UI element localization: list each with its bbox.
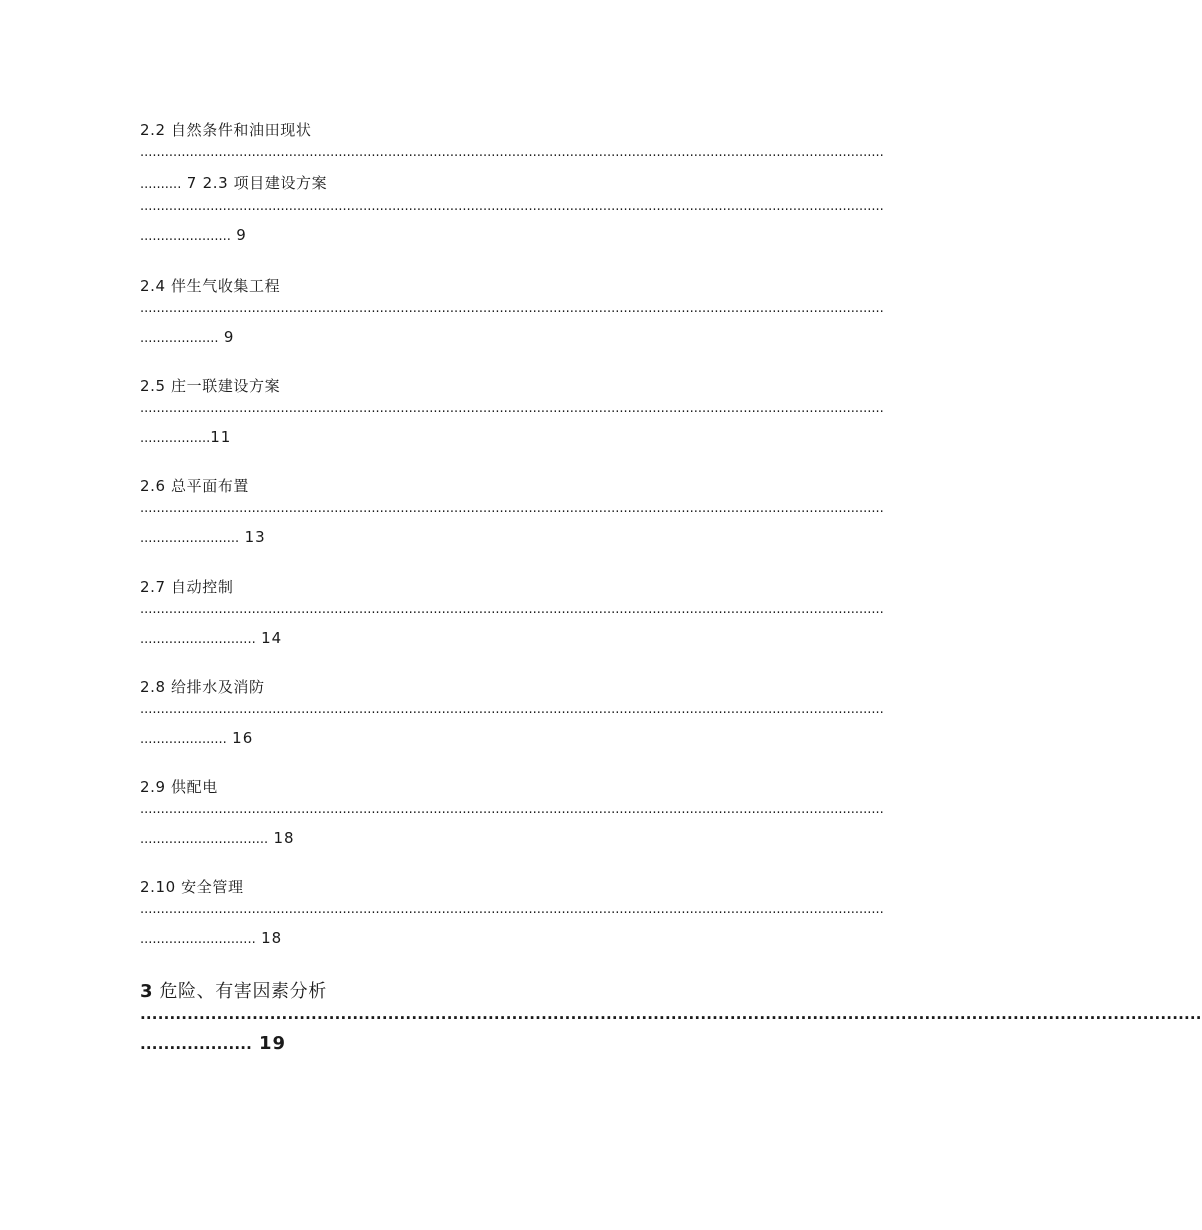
toc-page-number: 11 (210, 428, 232, 446)
toc-leader: .................................................................................................................................................................................... (140, 401, 884, 416)
toc-leader-tail: ................... (140, 1035, 253, 1053)
toc-title: 2.7 自动控制 (140, 578, 234, 596)
toc-tail (140, 226, 247, 244)
toc-leader-tail: ............................... (140, 832, 269, 847)
toc-tail (140, 428, 231, 446)
toc-title: 2.4 伴生气收集工程 (140, 277, 281, 295)
toc-tail (140, 929, 282, 947)
toc-title: 2.6 总平面布置 (140, 477, 250, 495)
toc-chapter-number: 3 (140, 981, 154, 1002)
toc-page-number: 16 (232, 729, 254, 747)
toc-tail (140, 729, 253, 747)
toc-leader: .................................................................................................................................................................................... (140, 145, 884, 160)
toc-leader: .................................................................................................................................................................................... (140, 1005, 1202, 1023)
toc-tail (140, 829, 295, 847)
toc-page-number: 9 (223, 328, 235, 346)
toc-title (140, 977, 327, 1003)
toc-leader-tail: ..................... (140, 732, 227, 747)
toc-title-2-3[interactable]: 2.3 项目建设方案 (202, 174, 328, 192)
toc-page-number: 9 (236, 226, 247, 244)
toc-page-number: 19 (258, 1033, 287, 1054)
toc-tail (140, 629, 282, 647)
toc-leader-tail: .......... (140, 177, 182, 192)
toc-leader: .................................................................................................................................................................................... (140, 301, 884, 316)
toc-leader-tail: ............................ (140, 632, 256, 647)
toc-page-number: 13 (244, 528, 266, 546)
toc-chapter-title: 危险、有害因素分析 (153, 981, 327, 1002)
toc-leader-tail: ............................ (140, 932, 256, 947)
toc-title: 2.2 自然条件和油田现状 (140, 121, 312, 139)
toc-page-number: 18 (261, 929, 283, 947)
toc-leader: .................................................................................................................................................................................... (140, 902, 884, 917)
toc-title: 2.10 安全管理 (140, 878, 244, 896)
toc-leader: .................................................................................................................................................................................... (140, 802, 884, 817)
toc-leader: .................................................................................................................................................................................... (140, 199, 884, 214)
toc-title: 2.5 庄一联建设方案 (140, 377, 281, 395)
toc-leader-tail: ................... (140, 331, 219, 346)
toc-tail (140, 528, 266, 546)
toc-leader: .................................................................................................................................................................................... (140, 602, 884, 617)
toc-tail (140, 172, 327, 193)
toc-title: 2.9 供配电 (140, 778, 218, 796)
toc-page-number: 18 (273, 829, 295, 847)
toc-leader: .................................................................................................................................................................................... (140, 501, 884, 516)
toc-leader: .................................................................................................................................................................................... (140, 702, 884, 717)
toc-tail (140, 1033, 286, 1054)
toc-leader-tail: ...................... (140, 229, 231, 244)
toc-page-number: 14 (261, 629, 283, 647)
toc-page-number: 7 (186, 174, 198, 192)
toc-leader-tail: ................. (140, 431, 211, 446)
toc-leader-tail: ........................ (140, 531, 240, 546)
toc-title: 2.8 给排水及消防 (140, 678, 265, 696)
toc-tail (140, 328, 234, 346)
